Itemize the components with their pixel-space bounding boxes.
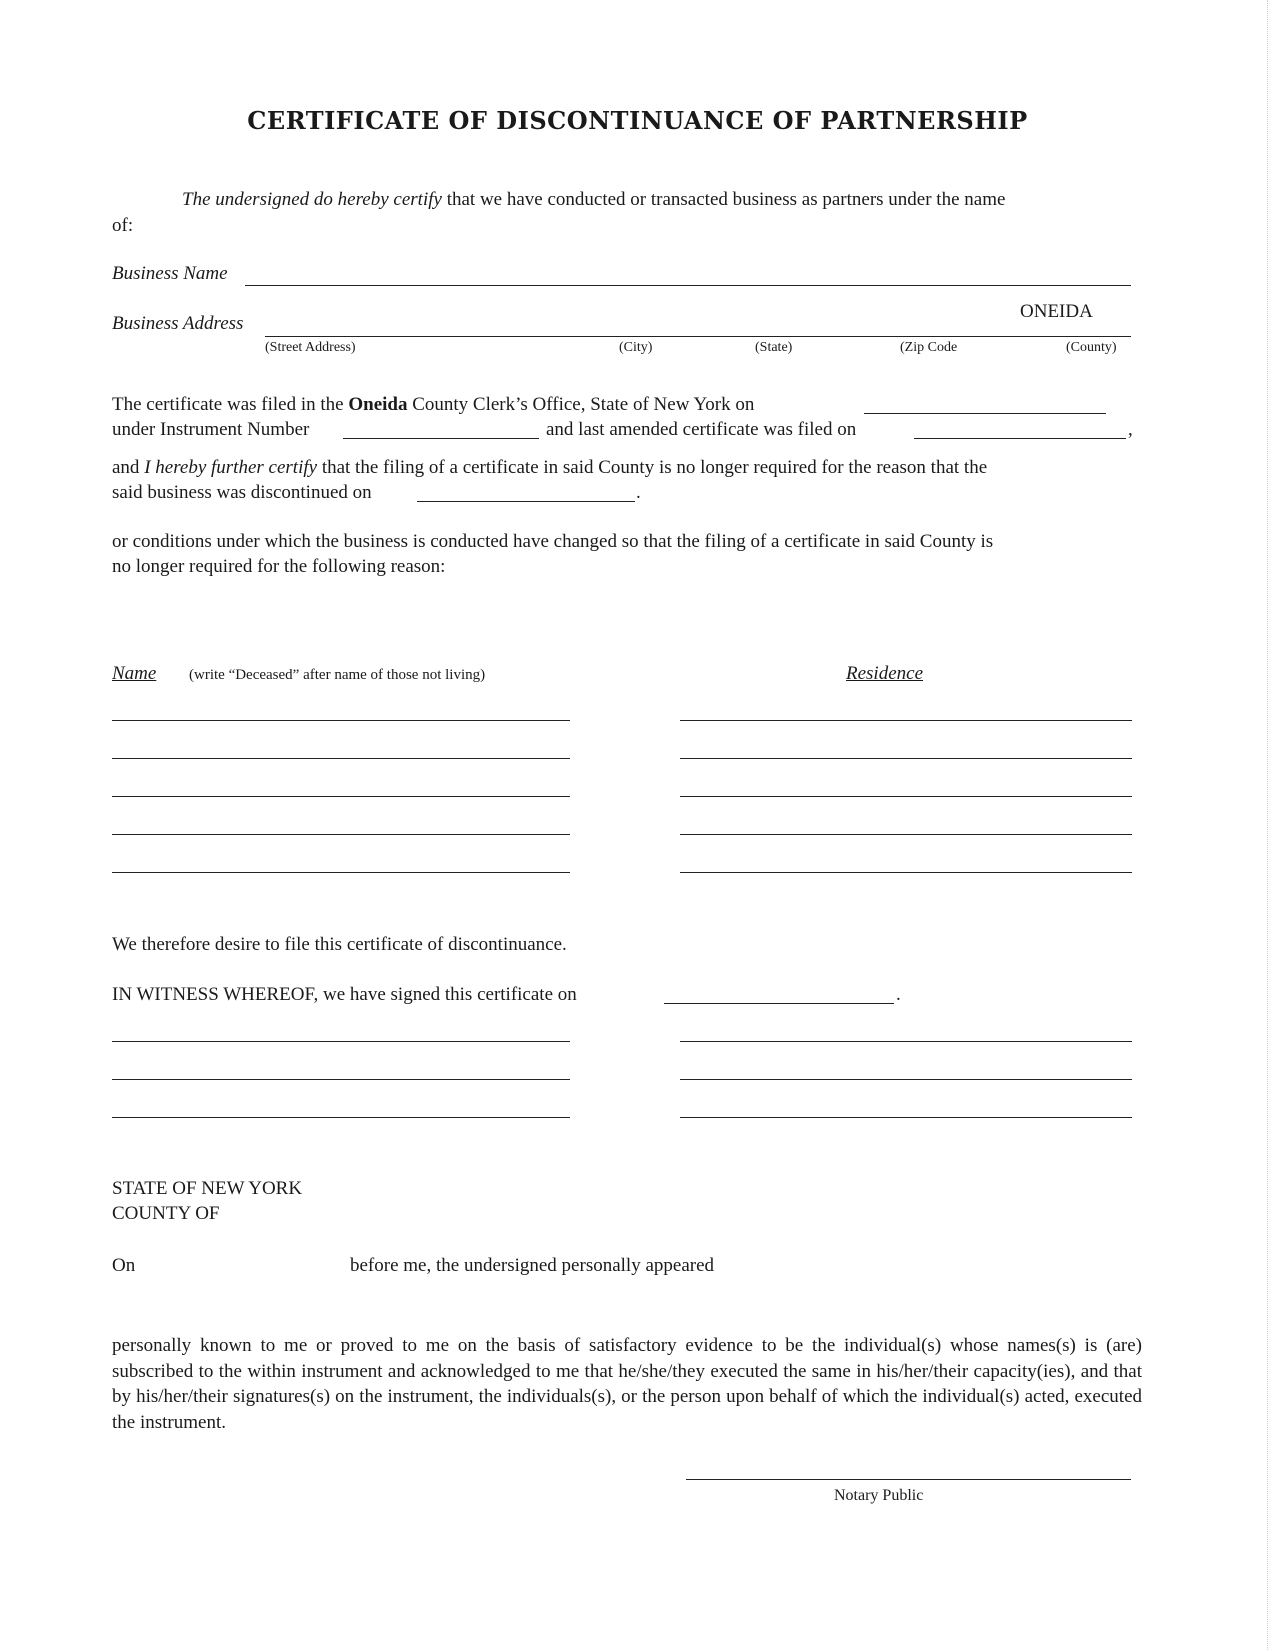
filed-text-2: County Clerk’s Office, State of New York on (407, 394, 755, 415)
business-name-field[interactable] (245, 285, 1131, 286)
name-line-4[interactable] (112, 834, 570, 835)
filed-text-1: The certificate was filed in the (112, 394, 349, 415)
filed-date-field[interactable] (864, 413, 1106, 414)
discontinued-label: said business was discontinued on (112, 482, 372, 503)
name-note: (write “Deceased” after name of those not living) (189, 667, 486, 683)
notary-before: before me, the undersigned personally appeared (350, 1255, 715, 1276)
discontinued-date-field[interactable] (417, 501, 635, 502)
notary-on: On (112, 1255, 136, 1276)
intro-line (182, 188, 1005, 212)
instrument-number-label: under Instrument Number (112, 419, 310, 440)
further-line (112, 456, 987, 480)
signature-line-6[interactable] (680, 1117, 1132, 1118)
notary-body: personally known to me or proved to me on the basis of satisfactory evidence to be the individual(s) whose names(s) is (are) subscribed to the within instrument and acknowledged to me that he/she/they executed the same in his/her/their capacity(ies), and that by his/her/their signatures(s) on the instrument, the individuals(s), or the person upon behalf of which the individual(s) acted, executed the instrument. (112, 1335, 1142, 1433)
residence-line-4[interactable] (680, 834, 1132, 835)
notary-signature-line[interactable] (686, 1479, 1131, 1480)
intro-italic-lead: The undersigned do hereby certify (182, 189, 442, 210)
filed-county: Oneida (348, 394, 408, 415)
amended-date-field[interactable] (914, 438, 1126, 439)
state-label: (State) (755, 340, 793, 355)
business-address-label: Business Address (112, 313, 244, 334)
further-italic: I hereby further certify (144, 457, 318, 478)
instrument-number-field[interactable] (343, 438, 539, 439)
filed-line (112, 393, 754, 417)
residence-line-1[interactable] (680, 720, 1132, 721)
conditions-line-1: or conditions under which the business is conducted have changed so that the filing of a certificate in said County is (112, 531, 994, 552)
intro-of: of: (112, 215, 134, 236)
signature-line-1[interactable] (112, 1041, 570, 1042)
page-title: CERTIFICATE OF DISCONTINUANCE OF PARTNERSHIP (247, 106, 1028, 135)
street-address-label: (Street Address) (265, 340, 356, 355)
signature-line-3[interactable] (112, 1117, 570, 1118)
residence-line-2[interactable] (680, 758, 1132, 759)
city-label: (City) (619, 340, 653, 355)
notary-signature-label: Notary Public (834, 1487, 924, 1504)
county-label: (County) (1066, 340, 1117, 355)
residence-header: Residence (846, 663, 924, 684)
witness-date-field[interactable] (664, 1003, 894, 1004)
scan-edge (1267, 0, 1269, 1650)
intro-rest: that we have conducted or transacted business as partners under the name (441, 189, 1006, 210)
business-address-field[interactable] (265, 336, 1131, 337)
notary-county: COUNTY OF (112, 1203, 220, 1224)
business-name-label: Business Name (112, 263, 228, 284)
county-value: ONEIDA (1020, 301, 1093, 322)
amended-label: and last amended certificate was filed on (546, 419, 857, 440)
signature-line-5[interactable] (680, 1079, 1132, 1080)
name-line-2[interactable] (112, 758, 570, 759)
desire-statement: We therefore desire to file this certificate of discontinuance. (112, 934, 567, 955)
name-line-3[interactable] (112, 796, 570, 797)
further-lead: and (112, 457, 145, 478)
conditions-line-2: no longer required for the following reason: (112, 556, 446, 577)
name-line-5[interactable] (112, 872, 570, 873)
name-header: Name (112, 663, 157, 684)
signature-line-4[interactable] (680, 1041, 1132, 1042)
further-rest: that the filing of a certificate in said County is no longer required for the reason that the (317, 457, 988, 478)
notary-state: STATE OF NEW YORK (112, 1178, 303, 1199)
zip-code-label: (Zip Code (900, 340, 958, 355)
signature-line-2[interactable] (112, 1079, 570, 1080)
residence-line-5[interactable] (680, 872, 1132, 873)
residence-line-3[interactable] (680, 796, 1132, 797)
name-line-1[interactable] (112, 720, 570, 721)
witness-statement: IN WITNESS WHEREOF, we have signed this certificate on (112, 984, 577, 1005)
